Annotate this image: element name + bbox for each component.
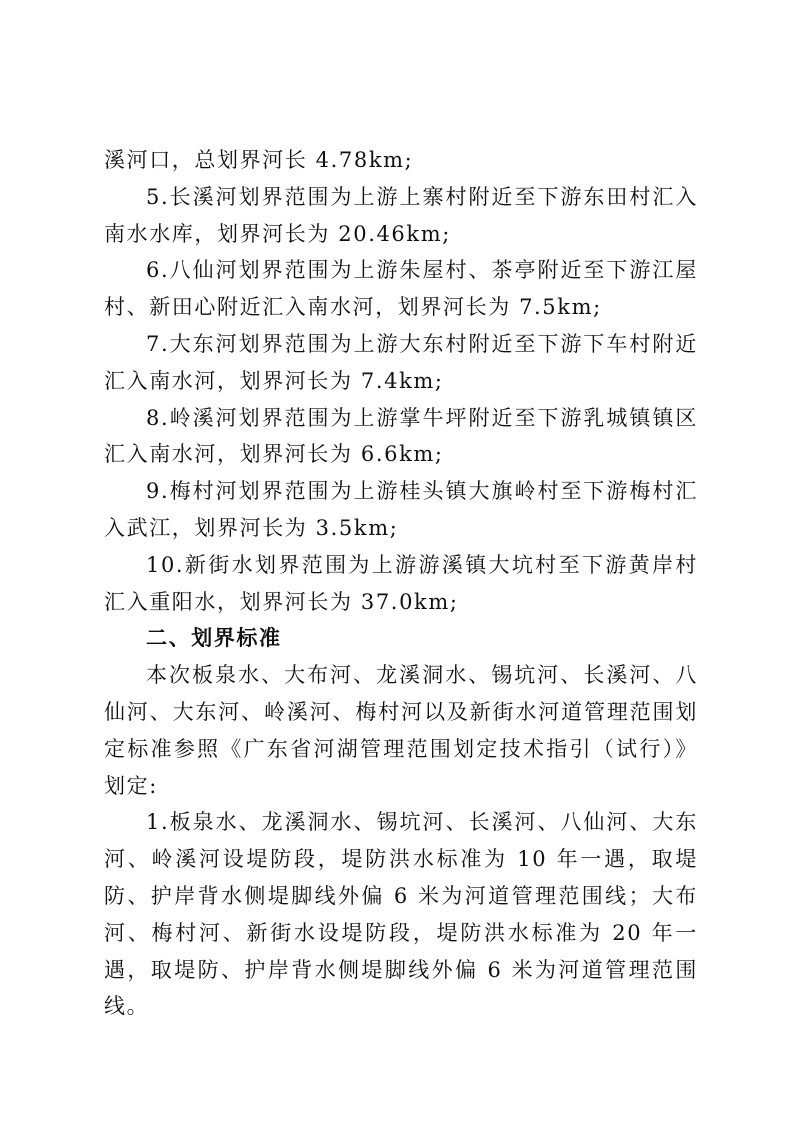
paragraph-standard-1: 1.板泉水、龙溪洞水、锡坑河、长溪河、八仙河、大东河、岭溪河设堤防段，堤防洪水标准为 10 年一遇，取堤防、护岸背水侧堤脚线外偏 6 米为河道管理范围线；大布河、梅村河、新街水设堤防段，堤防洪水标准为 20 年一遇，取堤防、护岸背水侧堤脚线外偏 6 米为河道管理范围线。 [104, 810, 698, 1019]
paragraph-continuation-km: 溪河口，总划界河长 4.78km; [104, 148, 414, 172]
paragraph-standards-intro: 本次板泉水、大布河、龙溪洞水、锡坑河、长溪河、八仙河、大东河、岭溪河、梅村河以及新街水河道管理范围划定标准参照《广东省河湖管理范围划定技术指引（试行）》划定: [104, 663, 698, 798]
paragraph-item-7: 7.大东河划界范围为上游大东村附近至下游下车村附近汇入南水河，划界河长为 7.4km; [104, 331, 698, 393]
paragraph-item-10: 10.新街水划界范围为上游游溪镇大坑村至下游黄岸村汇入重阳水，划界河长为 37.0km; [104, 552, 698, 614]
document-page [104, 142, 698, 1025]
paragraph-item-8: 8.岭溪河划界范围为上游掌牛坪附近至下游乳城镇镇区汇入南水河，划界河长为 6.6km; [104, 405, 698, 467]
section-heading-standards: 二、划界标准 [146, 626, 282, 651]
paragraph-item-9: 9.梅村河划界范围为上游桂头镇大旗岭村至下游梅村汇入武江，划界河长为 3.5km; [104, 479, 698, 540]
paragraph-item-6: 6.八仙河划界范围为上游朱屋村、茶亭附近至下游江屋村、新田心附近汇入南水河，划界河长为 7.5km; [104, 258, 698, 320]
paragraph-item-5: 5.长溪河划界范围为上游上寨村附近至下游东田村汇入南水水库，划界河长为 20.46km; [104, 184, 698, 246]
